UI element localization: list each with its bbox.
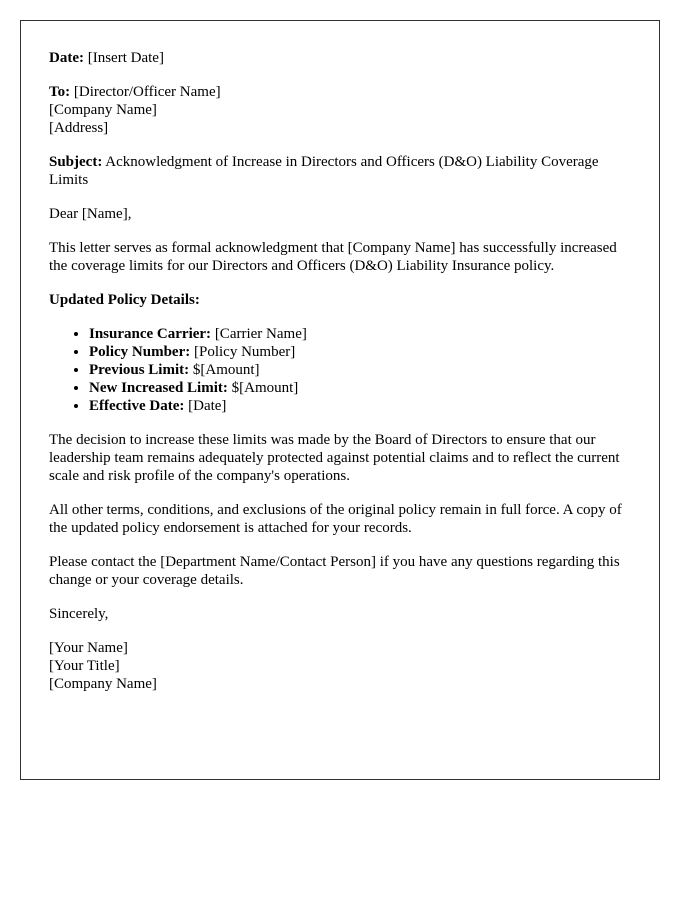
detail-value: [Carrier Name] <box>214 326 307 342</box>
signature-block <box>49 639 631 693</box>
detail-label: Insurance Carrier: <box>89 326 212 342</box>
date-line <box>49 49 631 67</box>
signature-name: [Your Name] <box>49 640 128 656</box>
date-value: [Insert Date] <box>87 50 164 66</box>
list-item <box>89 325 631 343</box>
contact-paragraph: Please contact the [Department Name/Contact Person] if you have any questions regarding this change or your coverage details. <box>49 554 620 588</box>
recipient-block <box>49 83 631 137</box>
detail-label: New Increased Limit: <box>89 380 228 396</box>
subject-value: Acknowledgment of Increase in Directors and Officers (D&O) Liability Coverage Limits <box>49 154 599 188</box>
detail-value: [Date] <box>188 398 227 414</box>
to-label: To: <box>49 84 71 100</box>
signature-title: [Your Title] <box>49 658 120 674</box>
recipient-company: [Company Name] <box>49 102 157 118</box>
list-item <box>89 343 631 361</box>
subject-label: Subject: <box>49 154 103 170</box>
details-heading-text: Updated Policy Details: <box>49 292 200 308</box>
detail-label: Previous Limit: <box>89 362 190 378</box>
closing: Sincerely, <box>49 606 109 622</box>
letter-page <box>20 20 660 780</box>
recipient-address: [Address] <box>49 120 109 136</box>
intro-paragraph: This letter serves as formal acknowledgment that [Company Name] has successfully increased the coverage limits for our Directors and Officers (D&O) Liability Insurance policy. <box>49 240 617 274</box>
recipient-name: [Director/Officer Name] <box>73 84 221 100</box>
signature-company: [Company Name] <box>49 676 157 692</box>
date-label: Date: <box>49 50 84 66</box>
list-item <box>89 379 631 397</box>
list-item <box>89 397 631 415</box>
detail-value: [Policy Number] <box>193 344 296 360</box>
recipient-name-line <box>49 83 631 101</box>
detail-value: $[Amount] <box>231 380 299 396</box>
details-list <box>49 325 631 415</box>
details-heading <box>49 291 631 309</box>
detail-value: $[Amount] <box>192 362 260 378</box>
decision-paragraph: The decision to increase these limits was made by the Board of Directors to ensure that our leadership team remains adequately protected against potential claims and to reflect the current scale and risk profile of the company's operations. <box>49 432 620 484</box>
detail-label: Effective Date: <box>89 398 185 414</box>
detail-label: Policy Number: <box>89 344 191 360</box>
terms-paragraph: All other terms, conditions, and exclusions of the original policy remain in full force. A copy of the updated policy endorsement is attached for your records. <box>49 502 622 536</box>
list-item <box>89 361 631 379</box>
salutation: Dear [Name], <box>49 206 132 222</box>
subject-line <box>49 153 631 189</box>
